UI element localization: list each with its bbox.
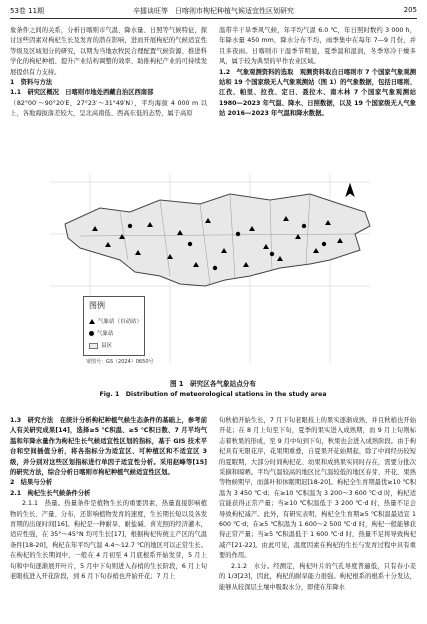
section-heading: 2.1 枸杞生长气候条件分析 (10, 489, 91, 497)
paragraph: （82°00′～90°20′E，27°23′～31°49′N），平均海拔 4 000 m 以上，各地海拔落差较大，呈北高南低、西高东低的态势，属于高原 (10, 99, 207, 118)
area-swatch-icon (89, 343, 98, 349)
section-heading: 1.2 气象观测资料的选取 观测资料取自日喀则市 7 个国家气象观测站和 19 个国家级无人气象观测站（图 1）的气象数据，包括日喀则、江孜、帕里、拉孜、定日、聂拉木、南木林 7 个国家气象观测站 1980—2023 年气温、降水、日照数据，以及 19 个国家级无人气象站 2016—2023 年气温和降水数据。 (219, 68, 416, 118)
legend-title: 图例 (89, 301, 105, 310)
station-map-figure (10, 164, 416, 374)
left-column-top (10, 26, 207, 120)
figure-caption-cn: 图 1 研究区各气象站点分布 (169, 380, 256, 388)
right-column-top (219, 26, 416, 120)
right-column-bottom (219, 416, 416, 593)
section-heading: 1.3 研究方法 在统计分析枸杞种植气候生态条件的基础上，参考前人有关研究成果[14]，选择≥5 ℃积温、≥5 ℃积日数、7 月平均气温和年降水量作为枸杞生长气候适宜性区划的指标，基于 GIS 技术平台和空间插值分析，将各指标分为适宜区、可种植区和不适宜区 3 级，并分别对这些区划指标进行单因子适宜性分析。采用赵峰等[15]的研究方法，综合分析日喀则市枸杞种植气候适宜性区划。 (10, 417, 207, 477)
left-column-bottom (10, 416, 207, 583)
paragraph: 象条件之间的关系，分析日喀则市气温、降水量、日照等气候特征，探讨这些因素对枸杞生长及发育的潜在影响，进而开展枸杞的气候适宜性等级及区域划分的研究，以期为当地农牧民合理配置气候资源、推进科学化的枸杞种植、提升产业结构调整的效率、助推枸杞产业的可持续发展提供有力支持。 (10, 27, 207, 76)
map-approval-number: 审图号：GS（2024）0650号 (86, 359, 154, 365)
triangle-icon (89, 319, 95, 324)
running-title: 辛擂谈旺等 日喀则市枸杞种植气候适宜性区划研究 (133, 7, 294, 15)
map-legend (83, 296, 145, 356)
section-heading: 1 资料与方法 (10, 79, 53, 87)
legend-item-county: 县区 (89, 341, 112, 349)
paragraph: 温带半干旱季风气候，年平均气温 6.0 ℃，年日照时数约 3 000 h，年降水量 450 mm，降水分布不均，雨季集中在每年 7—9 月份，并且多夜雨。日喀则市干湿季节明显，夏季温和湿润，冬季寒冷干燥多风，属于较为典型的早作农业区域。 (219, 27, 416, 66)
paragraph: 2.1.1 热量。热量条件是植物生长的重要因素，热量直接影响植物的生长、产量、分布，还影响植物发育的速度，生长期长短以及各发育期的出现时间[16]。枸杞是一种耐旱、耐盐碱、喜光照的经济灌木，适应性强，在 35°～45°N 均可生长[17]，根据枸杞传统主产区的气温条件[18-20]，枸杞在年平均气温 4.4～12.7 ℃的地区可以正常生长。在枸杞的生长期间中，一般在 4 月初至 4 月底根系开始发芽，5 月上旬和中旬逐渐展开叶片，5 月中下旬则进入春梢的生长阶段，6 月上旬老眼枝进入开花阶段，到 6 月下旬春梢也开始开花；7 月上 (10, 500, 207, 581)
header-rule (10, 18, 417, 19)
paragraph: 旬秋梢开始生长，7 月下旬老眼枝上的果实逐渐成熟，并且秋梢也开始开花；在 8 月上旬至下旬，夏季的果实进入成熟期，而 9 月上旬则标志着秋果的形成，至 9 月中旬到下旬，秋果也会进入成熟阶段。由于枸杞具有无限花序，花果期重叠，自夏果开花始期起，除了中间经历较短的夏眠期，大部分时间枸杞花、幼果和成熟果实同时存在，需要分批次采摘和晾晒。平均气温较高的地区比气温较低的地区春芽、开花、果熟等物候期早，而落叶和休眠期迟[18-20]。枸杞全生育期最优≥10 ℃积温为 3 450 ℃·d；在≥10 ℃积温为 3 200～3 600 ℃·d 时，枸杞适宜能获得正常产量；当≥10 ℃积温低于 3 200 ℃·d 时，热量不足会导致枸杞减产。此外，有研究表明，枸杞全生育期≥5 ℃积温最适宜 1 600 ℃·d；在≥5 ℃积温为 1 600～2 500 ℃·d 时，枸杞一般能够获得正常产量；当≥5 ℃积温低于 1 600 ℃·d 时，热量不足将导致枸杞减产[21-22]。由此可见，温度因素在枸杞的生长与发育过程中具有重要的作用。 (219, 417, 416, 560)
section-heading: 1.1 研究区概况 日喀则市地处西藏自治区西南部 (10, 89, 154, 97)
page-header (10, 6, 417, 18)
journal-volume: 53卷 11期 (10, 7, 45, 15)
paragraph: 2.1.2 水分。经测定，枸杞叶片的气孔导度普遍低，只有春小麦的 1/3[23]，因此，枸杞的耐旱能力很强。枸杞根系的根系十分发达，能够从较深层土壤中吸取水分，即使在年降水 (219, 562, 416, 591)
legend-item-station: 气象站 (89, 329, 114, 337)
page-number: 205 (403, 6, 417, 14)
dot-icon (89, 331, 94, 336)
section-heading: 2 结果与分析 (10, 479, 53, 487)
figure-caption-en: Fig. 1 Distribution of meteorological stations in the study area (99, 391, 327, 398)
legend-item-auto-station: 气象站（自动站） (89, 317, 142, 325)
